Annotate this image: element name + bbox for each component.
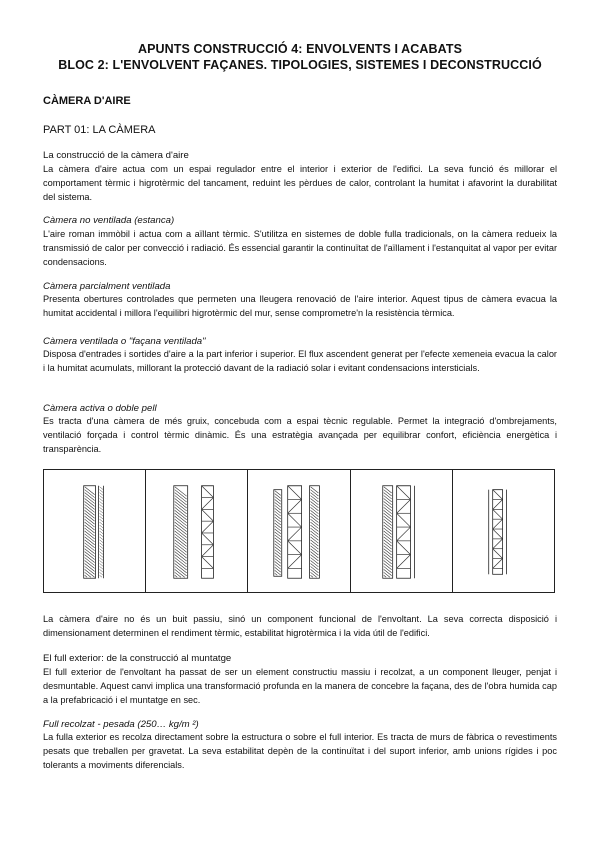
type-text-no-ventilada: L'aire roman immòbil i actua com a aïllant tèrmic. S'utilitza en sistemes de doble fulla tradicionals, on la càmera redueix la transmissió de calor per convecció i radiació. És essencial garantir la continuïtat de l'aïllament i l'estanquitat al vapor per evitar condensacions.: [43, 229, 557, 267]
heavy-paragraph: La fulla exterior es recolza directament sobre la estructura o sobre el full interior. Es tracta de murs de fàbrica o revestiments pesats que treballen per gravetat. La seva estabilitat depèn de la continuïtat i del suport inferior, amb unions rígides i poc tolerants a moviments diferencials.: [43, 732, 557, 770]
wall-section-1-drawing: [44, 470, 145, 592]
wall-sections-figure: [43, 469, 555, 593]
intro-heading: La construcció de la càmera d'aire: [43, 150, 189, 161]
wall-section-1: [44, 470, 146, 592]
wall-section-4: [351, 470, 453, 592]
type-text-parcial: Presenta obertures controlades que permeten una lleugera renovació de l'aire interior. Aquest tipus de càmera evacua la humitat accidental i millora l'equilibri higrotèrmic del mur, sense comprometre'n la resistència tèrmica.: [43, 294, 557, 318]
intro-paragraph: La càmera d'aire actua com un espai regulador entre el interior i exterior de l'edifici. La seva funció és millorar el comportament tèrmic i higrotèrmic del tancament, reduint les pèrdues de calor, controlant la humitat i afavorint la durabilitat del sistema.: [43, 164, 557, 202]
document-title: APUNTS CONSTRUCCIÓ 4: ENVOLVENTS I ACABATS: [137, 42, 463, 56]
wall-section-3: [248, 470, 350, 592]
wall-section-4-drawing: [351, 470, 452, 592]
wall-section-2-drawing: [146, 470, 247, 592]
heavy-heading: Full recolzat - pesada (250… kg/m ²): [43, 719, 199, 730]
section-title: CÀMERA D'AIRE: [43, 95, 131, 107]
type-heading-no-ventilada: Càmera no ventilada (estanca): [43, 215, 175, 226]
type-heading-activa: Càmera activa o doble pell: [43, 403, 157, 414]
type-heading-parcial: Càmera parcialment ventilada: [43, 281, 171, 292]
wall-section-2: [146, 470, 248, 592]
exterior-heading: El full exterior: de la construcció al muntatge: [43, 653, 232, 664]
type-heading-ventilada: Càmera ventilada o "façana ventilada": [43, 336, 206, 347]
part-title: PART 01: LA CÀMERA: [43, 124, 156, 136]
document-subtitle: BLOC 2: L'ENVOLVENT FAÇANES. TIPOLOGIES, SISTEMES I DECONSTRUCCIÓ: [58, 58, 542, 72]
wall-section-5: [453, 470, 554, 592]
type-text-activa: Es tracta d'una càmera de més gruix, concebuda com a espai tècnic regulable. Permet la integració d'ombrejaments, ventilació forçada i control tèrmic dinàmic. És una estratègia avançada per equilibrar confort, eficiència energètica i transparència.: [43, 416, 557, 454]
type-text-ventilada: Disposa d'entrades i sortides d'aire a la part inferior i superior. El flux ascendent generat per l'efecte xemeneia evacua la calor i la humitat acumulats, millorant la protecció davant de la radiació solar i evitant condensacions intersticials.: [43, 349, 557, 373]
exterior-paragraph: El full exterior de l'envoltant ha passat de ser un element constructiu massiu i recolzat, a un component lleuger, penjat i desmuntable. Aquest canvi implica una transformació profunda en la manera de concebre la façana, des de l'obra humida cap a la prefabricació i el muntatge en sec.: [43, 667, 557, 705]
wall-section-3-drawing: [248, 470, 349, 592]
conclusion-paragraph: La càmera d'aire no és un buit passiu, sinó un component funcional de l'envoltant. La seva correcta disposició i dimensionament determinen el rendiment tèrmic, estabilitat higrotèrmica i la vida útil de l'edifici.: [43, 614, 557, 638]
wall-section-5-drawing: [453, 470, 554, 592]
